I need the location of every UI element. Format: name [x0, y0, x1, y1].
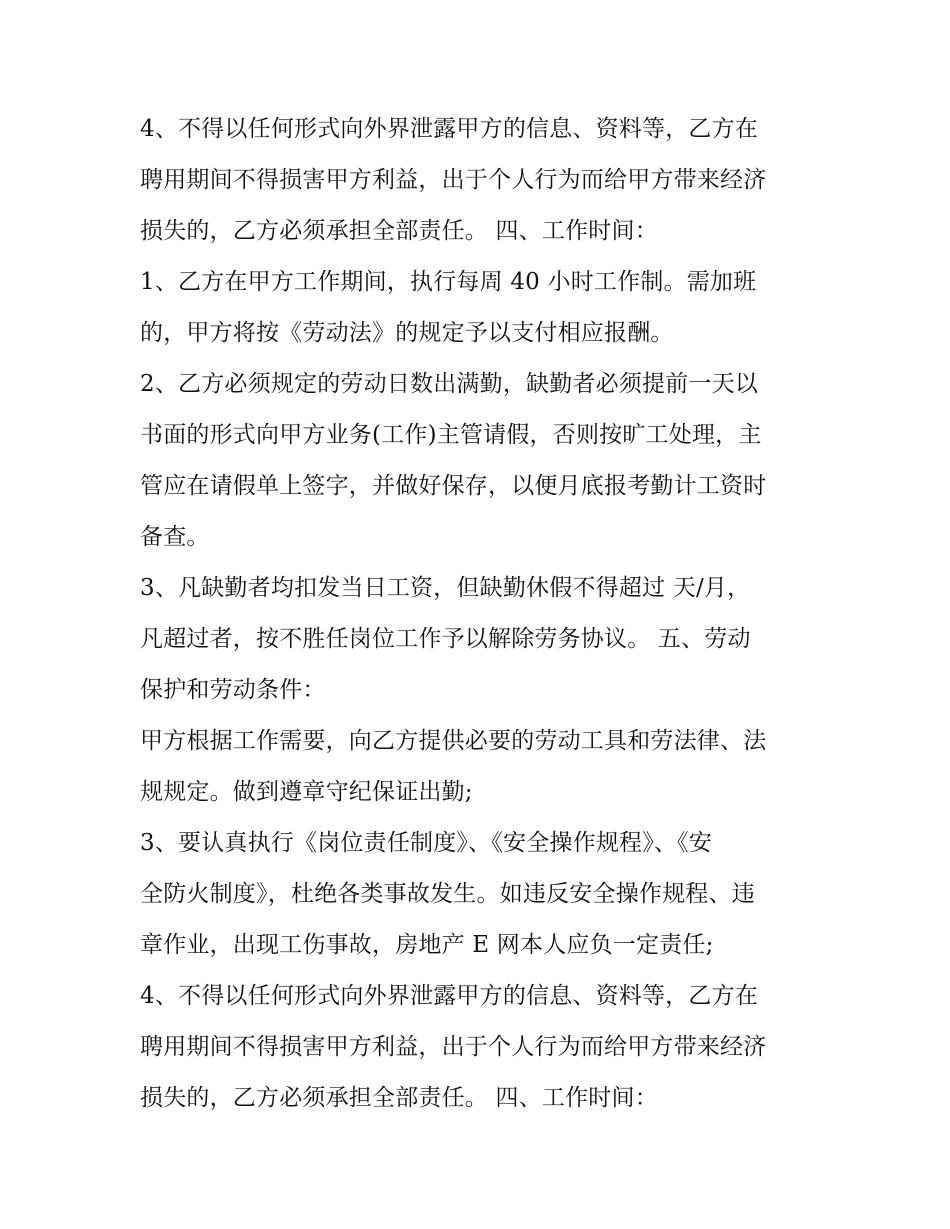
text-line-15: 3、要认真执行《岗位责任制度》、《安全操作规程》、《安 [140, 830, 713, 856]
text-line-1: 4、不得以任何形式向外界泄露甲方的信息、资料等，乙方在 [140, 116, 759, 142]
text-line-4: 1、乙方在甲方工作期间，执行每周 40 小时工作制。需加班 [140, 269, 757, 295]
document-body [140, 104, 820, 1124]
text-line-5: 的，甲方将按《劳动法》的规定予以支付相应报酬。 [140, 320, 674, 346]
text-line-11: 凡超过者，按不胜任岗位工作予以解除劳务协议。 五、劳动 [140, 626, 751, 652]
text-line-19: 聘用期间不得损害甲方利益，出于个人行为而给甲方带来经济 [140, 1034, 767, 1060]
text-line-14: 规规定。做到遵章守纪保证出勤; [140, 779, 473, 805]
text-line-17: 章作业，出现工伤事故，房地产 E 网本人应负一定责任; [140, 932, 714, 958]
text-line-2: 聘用期间不得损害甲方利益，出于个人行为而给甲方带来经济 [140, 167, 767, 193]
text-line-8: 管应在请假单上签字，并做好保存，以便月底报考勤计工资时 [140, 473, 767, 499]
text-line-20: 损失的，乙方必须承担全部责任。 四、工作时间： [140, 1085, 658, 1111]
text-line-16: 全防火制度》，杜绝各类事故发生。如违反安全操作规程、违 [140, 881, 755, 907]
text-line-9: 备查。 [140, 524, 210, 550]
text-line-18: 4、不得以任何形式向外界泄露甲方的信息、资料等，乙方在 [140, 983, 759, 1009]
text-line-10: 3、凡缺勤者均扣发当日工资，但缺勤休假不得超过 天/月， [140, 575, 751, 601]
text-line-12: 保护和劳动条件： [140, 677, 326, 703]
text-line-7: 书面的形式向甲方业务(工作)主管请假，否则按旷工处理，主 [140, 422, 762, 448]
text-line-3: 损失的，乙方必须承担全部责任。 四、工作时间： [140, 218, 658, 244]
text-line-13: 甲方根据工作需要，向乙方提供必要的劳动工具和劳法律、法 [140, 728, 767, 754]
text-line-6: 2、乙方必须规定的劳动日数出满勤，缺勤者必须提前一天以 [140, 371, 759, 397]
